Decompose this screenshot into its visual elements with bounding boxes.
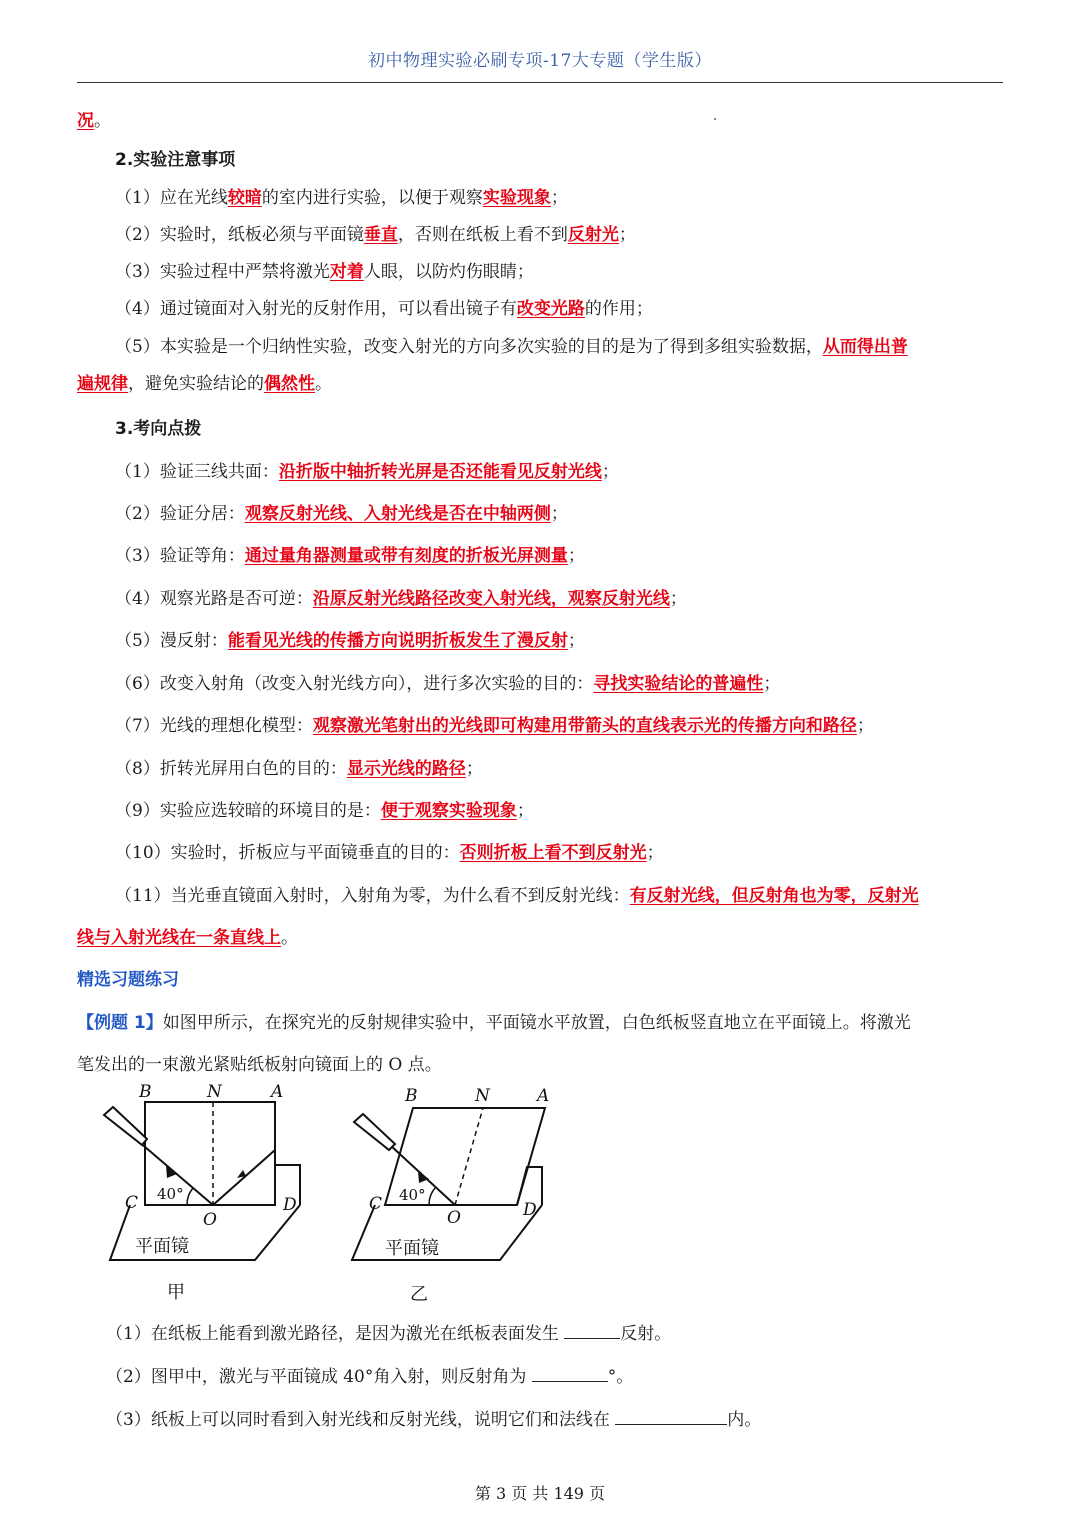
item-text: 。 xyxy=(315,374,332,394)
left-angle-arc xyxy=(187,1188,193,1205)
item-text: ； xyxy=(567,546,585,566)
item-text: （10）实验时，折板应与平面镜垂直的目的： xyxy=(115,843,460,863)
question-suffix: 内。 xyxy=(727,1410,762,1430)
left-label-N: N xyxy=(207,1082,222,1102)
question-2 xyxy=(106,1362,633,1387)
s2-item xyxy=(115,257,534,282)
key-answer: 线与入射光线在一条直线上 xyxy=(77,928,281,948)
answer-blank[interactable] xyxy=(615,1408,727,1425)
left-label-O: O xyxy=(203,1210,217,1230)
item-text: （8）折转光屏用白色的目的： xyxy=(115,759,347,779)
right-label-N: N xyxy=(475,1086,490,1106)
left-incident-arrow xyxy=(166,1165,177,1178)
item-text: （11）当光垂直镜面入射时，入射角为零，为什么看不到反射光线： xyxy=(115,886,630,906)
key-answer: 从而得出普 xyxy=(822,337,908,357)
item-text: （4）通过镜面对入射光的反射作用，可以看出镜子有 xyxy=(115,299,517,319)
item-text: ，避免实验结论的 xyxy=(128,374,264,394)
right-mirror-label: 平面镜 xyxy=(385,1238,439,1259)
s2-item xyxy=(115,220,636,245)
item-text: ，否则在纸板上看不到 xyxy=(397,225,568,245)
item-text: ； xyxy=(763,674,781,694)
right-incident-arrow xyxy=(418,1171,429,1183)
header-rule xyxy=(77,82,1003,83)
item-text: 的作用； xyxy=(584,299,653,319)
s3-item xyxy=(115,754,483,779)
item-text: （1）应在光线 xyxy=(115,188,228,208)
s3-item xyxy=(115,457,619,482)
s3-item xyxy=(115,669,780,694)
answer-blank[interactable] xyxy=(532,1365,608,1382)
right-laser-pen xyxy=(354,1114,395,1150)
key-answer: 较暗 xyxy=(227,188,262,208)
key-answer: 垂直 xyxy=(363,225,398,245)
item-text: ； xyxy=(516,801,534,821)
item-text: ； xyxy=(550,188,568,208)
s3-item xyxy=(115,796,534,821)
s3-item xyxy=(115,541,585,566)
figure-left xyxy=(104,1102,300,1260)
item-text: ； xyxy=(601,462,619,482)
key-answer: 显示光线的路径 xyxy=(346,759,466,779)
s3-item xyxy=(115,838,664,863)
page-footer: 第 3 页 共 149 页 xyxy=(474,1484,606,1503)
item-text: （1）验证三线共面： xyxy=(115,462,279,482)
question-suffix: °。 xyxy=(607,1367,634,1387)
s3-item xyxy=(115,584,687,609)
intro-tail: 。 xyxy=(94,111,111,131)
left-label-B: B xyxy=(139,1082,152,1102)
left-caption: 甲 xyxy=(167,1282,185,1303)
s2-item xyxy=(115,294,653,319)
section3-heading: 3.考向点拨 xyxy=(115,419,202,439)
figure-right xyxy=(352,1108,545,1260)
item-text: （3）实验过程中严禁将激光 xyxy=(115,262,330,282)
question-suffix: 反射。 xyxy=(620,1324,672,1344)
item-text: ； xyxy=(669,589,687,609)
right-label-C: C xyxy=(369,1194,383,1214)
right-label-B: B xyxy=(405,1086,418,1106)
reflection-figure xyxy=(95,1075,565,1315)
item-text: 的室内进行实验，以便于观察 xyxy=(261,188,483,208)
left-label-D: D xyxy=(283,1195,297,1215)
speck xyxy=(714,118,716,120)
key-answer: 遍规律 xyxy=(77,374,128,394)
item-text: ； xyxy=(465,759,483,779)
right-label-D: D xyxy=(523,1200,537,1220)
item-text: （6）改变入射角（改变入射光线方向），进行多次实验的目的： xyxy=(115,674,594,694)
item-text: （5）漫反射： xyxy=(115,631,228,651)
s3-item xyxy=(115,499,568,524)
left-label-C: C xyxy=(125,1193,139,1213)
s2-item xyxy=(115,332,908,357)
page-header-title: 初中物理实验必刷专项-17大专题（学生版） xyxy=(368,51,712,71)
left-laser-pen xyxy=(104,1107,147,1145)
item-text: （2）实验时，纸板必须与平面镜 xyxy=(115,225,364,245)
example-text-1: 如图甲所示，在探究光的反射规律实验中，平面镜水平放置，白色纸板竖直地立在平面镜上。将激光 xyxy=(162,1013,911,1033)
left-label-A: A xyxy=(271,1082,284,1102)
s3-item xyxy=(77,923,298,948)
key-answer: 沿原反射光线路径改变入射光线，观察反射光线 xyxy=(312,589,670,609)
example-line-1 xyxy=(77,1008,911,1033)
item-text: ； xyxy=(618,225,636,245)
key-answer: 寻找实验结论的普遍性 xyxy=(593,674,764,694)
key-answer: 通过量角器测量或带有刻度的折板光屏测量 xyxy=(244,546,568,566)
section2-heading: 2.实验注意事项 xyxy=(115,150,236,170)
item-text: 。 xyxy=(281,928,298,948)
question-text: （3）纸板上可以同时看到入射光线和反射光线，说明它们和法线在 xyxy=(106,1410,616,1430)
right-angle-label: 40° xyxy=(399,1186,426,1204)
item-text: 人眼，以防灼伤眼睛； xyxy=(363,262,534,282)
item-text: （4）观察光路是否可逆： xyxy=(115,589,313,609)
left-angle-label: 40° xyxy=(157,1185,184,1203)
example-tag: 【例题 1】 xyxy=(77,1013,163,1033)
key-answer: 观察激光笔射出的光线即可构建用带箭头的直线表示光的传播方向和路径 xyxy=(312,716,857,736)
intro-line xyxy=(77,106,111,131)
right-caption: 乙 xyxy=(410,1284,428,1305)
s3-item xyxy=(115,881,919,906)
s2-item xyxy=(115,183,568,208)
answer-blank[interactable] xyxy=(564,1322,620,1339)
question-1 xyxy=(106,1319,671,1344)
right-label-A: A xyxy=(537,1086,550,1106)
item-text: （2）验证分居： xyxy=(115,504,245,524)
left-mirror-label: 平面镜 xyxy=(135,1236,189,1257)
key-answer: 偶然性 xyxy=(264,374,315,394)
item-text: （9）实验应选较暗的环境目的是： xyxy=(115,801,381,821)
item-text: （3）验证等角： xyxy=(115,546,245,566)
key-answer: 实验现象 xyxy=(482,188,551,208)
s3-item xyxy=(115,711,874,736)
item-text: ； xyxy=(550,504,568,524)
key-answer: 反射光 xyxy=(567,225,619,245)
figure-svg xyxy=(95,1075,565,1315)
right-angle-arc xyxy=(429,1188,435,1205)
key-answer: 有反射光线，但反射角也为零，反射光 xyxy=(629,886,919,906)
key-answer: 改变光路 xyxy=(516,299,585,319)
practice-heading: 精选习题练习 xyxy=(77,970,179,990)
item-text: ； xyxy=(646,843,664,863)
s3-item xyxy=(115,626,585,651)
key-answer: 观察反射光线、入射光线是否在中轴两侧 xyxy=(244,504,551,524)
right-label-O: O xyxy=(447,1208,461,1228)
left-reflected-ray xyxy=(213,1150,275,1205)
item-text: ； xyxy=(567,631,585,651)
key-answer: 否则折板上看不到反射光 xyxy=(459,843,647,863)
question-text: （2）图甲中，激光与平面镜成 40°角入射，则反射角为 xyxy=(106,1367,532,1387)
item-text: （5）本实验是一个归纳性实验，改变入射光的方向多次实验的目的是为了得到多组实验数据， xyxy=(115,337,823,357)
item-text: ； xyxy=(856,716,874,736)
question-text: （1）在纸板上能看到激光路径，是因为激光在纸板表面发生 xyxy=(106,1324,565,1344)
key-answer: 能看见光线的传播方向说明折板发生了漫反射 xyxy=(227,631,568,651)
item-text: （7）光线的理想化模型： xyxy=(115,716,313,736)
example-line-2: 笔发出的一束激光紧贴纸板射向镜面上的 O 点。 xyxy=(77,1055,442,1075)
question-3 xyxy=(106,1405,761,1430)
right-normal xyxy=(455,1108,483,1205)
key-answer: 便于观察实验现象 xyxy=(380,801,517,821)
key-answer: 沿折版中轴折转光屏是否还能看见反射光线 xyxy=(278,462,602,482)
key-answer: 对着 xyxy=(329,262,364,282)
intro-red: 况 xyxy=(77,111,94,131)
s2-item xyxy=(77,369,332,394)
